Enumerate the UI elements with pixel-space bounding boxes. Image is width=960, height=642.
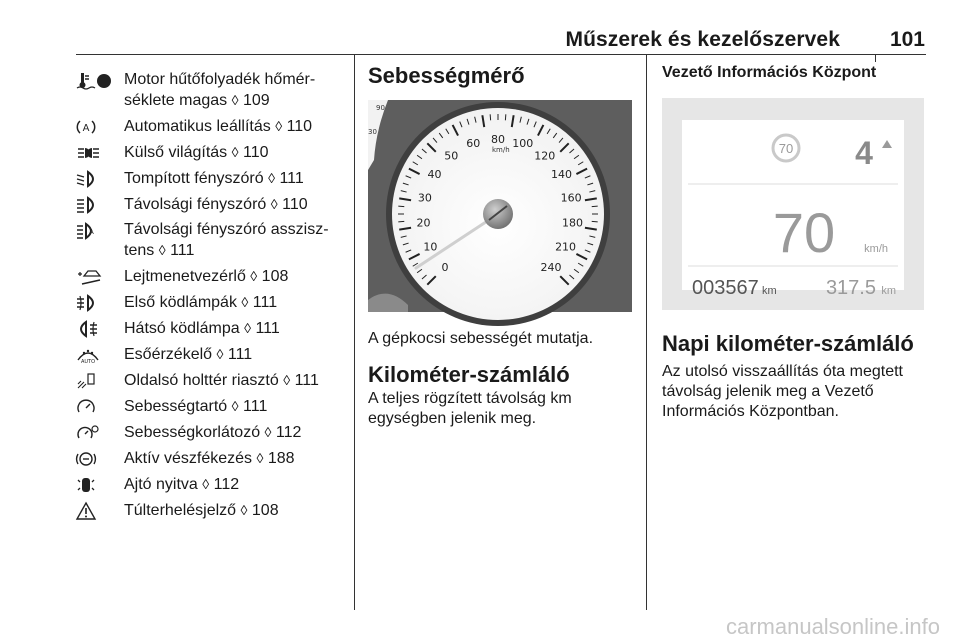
page-reference[interactable]: 112 bbox=[275, 424, 302, 441]
section-title: Műszerek és kezelőszervek bbox=[565, 28, 840, 51]
neighbor-tick-30: 30 bbox=[368, 128, 377, 136]
speedometer-label: 180 bbox=[562, 216, 584, 230]
lane-departure-icon bbox=[76, 268, 116, 286]
cruise-control-icon bbox=[76, 398, 116, 416]
header-page-tick bbox=[875, 54, 876, 62]
indicator-item bbox=[76, 220, 346, 261]
indicator-item bbox=[76, 422, 346, 443]
indicator-item bbox=[76, 500, 346, 521]
page-reference-icon: ◊ bbox=[216, 346, 224, 362]
indicator-label bbox=[124, 448, 346, 469]
trip-odometer-heading: Napi kilométer-számláló bbox=[662, 331, 914, 356]
indicator-text: Ajtó nyitva bbox=[124, 476, 198, 493]
current-speed: 70 bbox=[772, 201, 836, 264]
speedometer-label: 30 bbox=[417, 191, 432, 205]
indicator-icon-rain-sensor bbox=[76, 346, 116, 364]
indicator-icon-lane-departure bbox=[76, 268, 116, 286]
page-reference[interactable]: 111 bbox=[252, 294, 278, 311]
page-reference-icon: ◊ bbox=[231, 398, 239, 414]
indicator-icon-overload-warning bbox=[76, 502, 116, 520]
page-reference[interactable]: 111 bbox=[255, 320, 280, 337]
indicator-label bbox=[124, 194, 346, 215]
speedometer-label: 40 bbox=[427, 168, 442, 182]
indicator-text: Hátsó ködlámpa bbox=[124, 320, 240, 337]
indicator-item bbox=[76, 474, 346, 495]
odometer-value: 003567 bbox=[692, 277, 759, 299]
indicator-icon-autostop bbox=[76, 118, 116, 136]
page-reference-icon: ◊ bbox=[231, 92, 239, 108]
speedometer-label: 80 bbox=[491, 133, 505, 146]
trip-odometer-text: Az utolsó visszaállítás óta megtett távolság jelenik meg a Vezető Információs Központban. bbox=[662, 363, 903, 420]
autostop-icon bbox=[76, 118, 116, 136]
speedometer-label: 240 bbox=[540, 261, 562, 275]
dic-screen bbox=[682, 120, 904, 299]
dic-display bbox=[662, 98, 924, 310]
column-divider-left bbox=[354, 55, 355, 610]
svg-text:AUTO: AUTO bbox=[81, 359, 96, 365]
page-reference[interactable]: 111 bbox=[243, 398, 268, 415]
indicator-text: Esőérzékelő bbox=[124, 346, 213, 363]
indicator-label bbox=[124, 116, 346, 137]
high-beam-assist-icon bbox=[76, 222, 116, 240]
speedometer-label: 120 bbox=[534, 149, 556, 163]
page-reference[interactable]: 188 bbox=[267, 450, 295, 467]
indicator-icon-rear-fog bbox=[76, 320, 116, 338]
speedometer-heading: Sebességmérő bbox=[368, 63, 525, 88]
side-blind-spot-icon bbox=[76, 372, 116, 390]
page-reference[interactable]: 109 bbox=[243, 92, 270, 109]
speedometer-label: 100 bbox=[512, 137, 534, 151]
page-reference[interactable]: 108 bbox=[251, 502, 279, 519]
exterior-light-icon bbox=[76, 144, 116, 162]
page-reference[interactable]: 112 bbox=[213, 476, 240, 493]
indicator-label bbox=[124, 142, 346, 163]
indicator-label bbox=[124, 70, 346, 111]
dic-heading: Vezető Információs Központ bbox=[662, 64, 877, 81]
indicator-label bbox=[124, 500, 346, 521]
speedometer-label: 0 bbox=[441, 261, 449, 275]
page-reference-icon: ◊ bbox=[158, 242, 166, 258]
active-braking-icon bbox=[76, 450, 116, 468]
indicator-text: Lejtmenetvezérlő bbox=[124, 268, 246, 285]
neighbor-tick-90: 90 bbox=[376, 104, 385, 112]
indicator-item bbox=[76, 116, 346, 137]
speedometer-section bbox=[368, 62, 636, 429]
indicator-text: Motor hűtőfolyadék hőmér-séklete magas bbox=[124, 71, 316, 109]
page-reference-icon: ◊ bbox=[268, 170, 275, 186]
page-reference[interactable]: 110 bbox=[286, 118, 313, 135]
rain-sensor-icon bbox=[76, 346, 116, 364]
speedometer-label: 160 bbox=[560, 191, 582, 205]
indicator-list bbox=[76, 70, 346, 526]
speedometer-label: 20 bbox=[416, 216, 431, 230]
trip-value: 317.5 bbox=[825, 277, 876, 299]
upshift-arrow-icon bbox=[882, 140, 892, 148]
indicator-icon-door-open bbox=[76, 476, 116, 494]
indicator-text: Túlterhelésjelző bbox=[124, 502, 237, 519]
indicator-icon-coolant-temperature bbox=[76, 72, 116, 90]
indicator-icon-speed-limiter bbox=[76, 424, 116, 442]
indicator-text: Külső világítás bbox=[124, 144, 228, 161]
dic-section bbox=[662, 62, 932, 84]
speedometer-label: 140 bbox=[551, 168, 573, 182]
indicator-item bbox=[76, 318, 346, 339]
indicator-text: Sebességkorlátozó bbox=[124, 424, 261, 441]
svg-text:A: A bbox=[89, 228, 94, 236]
speed-limit-value: 70 bbox=[778, 141, 794, 156]
page-reference[interactable]: 111 bbox=[294, 372, 319, 389]
indicator-label bbox=[124, 370, 346, 391]
indicator-label bbox=[124, 292, 346, 313]
page-reference-icon: ◊ bbox=[264, 424, 272, 440]
indicator-text: Automatikus leállítás bbox=[124, 118, 271, 135]
indicator-label bbox=[124, 168, 346, 189]
page-reference[interactable]: 108 bbox=[261, 268, 289, 285]
indicator-item bbox=[76, 344, 346, 365]
indicator-text: Oldalsó holttér riasztó bbox=[124, 372, 279, 389]
page-reference-icon: ◊ bbox=[241, 294, 249, 310]
indicator-item bbox=[76, 396, 346, 417]
indicator-label bbox=[124, 474, 346, 495]
page-reference-icon: ◊ bbox=[250, 268, 258, 284]
indicator-text: Tompított fényszóró bbox=[124, 170, 264, 187]
indicator-item bbox=[76, 142, 346, 163]
page-reference-icon: ◊ bbox=[202, 476, 210, 492]
svg-text:A: A bbox=[82, 123, 90, 134]
indicator-icon-cruise-control bbox=[76, 398, 116, 416]
indicator-icon-exterior-light bbox=[76, 144, 116, 162]
speedometer-caption: A gépkocsi sebességét mutatja. bbox=[368, 330, 594, 347]
speedometer-label: 210 bbox=[555, 240, 577, 254]
door-open-icon bbox=[76, 476, 116, 494]
indicator-item bbox=[76, 266, 346, 287]
indicator-item bbox=[76, 194, 346, 215]
speedometer-unit: km/h bbox=[492, 146, 510, 154]
odometer-heading: Kilométer-számláló bbox=[368, 362, 570, 387]
speedometer-label: 50 bbox=[444, 149, 459, 163]
coolant-temperature-icon bbox=[76, 72, 116, 90]
indicator-icon-high-beam bbox=[76, 196, 116, 214]
gear-indicator: 4 bbox=[855, 135, 873, 171]
page-number: 101 bbox=[889, 28, 925, 51]
front-fog-icon bbox=[76, 294, 116, 312]
page-reference-icon: ◊ bbox=[283, 372, 291, 388]
indicator-label bbox=[124, 266, 346, 287]
page-reference-icon: ◊ bbox=[231, 144, 239, 160]
indicator-label bbox=[124, 422, 346, 443]
high-beam-icon bbox=[76, 196, 116, 214]
indicator-item bbox=[76, 448, 346, 469]
indicator-label bbox=[124, 220, 346, 261]
odometer-unit: km bbox=[762, 285, 777, 297]
page-reference-icon: ◊ bbox=[270, 196, 278, 212]
indicator-text: Első ködlámpák bbox=[124, 294, 237, 311]
current-speed-unit: km/h bbox=[864, 243, 888, 255]
page-reference[interactable]: 111 bbox=[227, 346, 253, 363]
indicator-text: Aktív vészfékezés bbox=[124, 450, 253, 467]
odometer-text: A teljes rögzített távolság km egységben jelenik meg. bbox=[368, 390, 572, 427]
low-beam-icon bbox=[76, 170, 116, 188]
page-reference[interactable]: 111 bbox=[279, 170, 304, 187]
indicator-icon-front-fog bbox=[76, 294, 116, 312]
page-reference-icon: ◊ bbox=[275, 118, 283, 134]
speedometer-label: 60 bbox=[466, 137, 481, 151]
indicator-item bbox=[76, 370, 346, 391]
indicator-label bbox=[124, 396, 346, 417]
indicator-item bbox=[76, 168, 346, 189]
indicator-icon-active-braking bbox=[76, 450, 116, 468]
indicator-icon-side-blind-spot bbox=[76, 372, 116, 390]
indicator-icon-high-beam-assist bbox=[76, 222, 116, 240]
page-reference-icon: ◊ bbox=[256, 450, 264, 466]
page-reference[interactable]: 111 bbox=[170, 242, 195, 259]
header-rule bbox=[76, 54, 926, 55]
indicator-item bbox=[76, 70, 346, 111]
indicator-icon-low-beam bbox=[76, 170, 116, 188]
indicator-text: Sebességtartó bbox=[124, 398, 228, 415]
page-reference-icon: ◊ bbox=[244, 320, 251, 336]
speedometer-image bbox=[368, 100, 636, 317]
indicator-label bbox=[124, 344, 346, 365]
page-reference[interactable]: 110 bbox=[282, 196, 308, 213]
indicator-item bbox=[76, 292, 346, 313]
rear-fog-icon bbox=[76, 320, 116, 338]
column-divider-right bbox=[646, 55, 647, 610]
speed-limiter-icon bbox=[76, 424, 116, 442]
indicator-label bbox=[124, 318, 346, 339]
page-reference-icon: ◊ bbox=[240, 502, 248, 518]
indicator-text: Távolsági fényszóró bbox=[124, 196, 267, 213]
watermark: carmanualsonline.info bbox=[725, 614, 940, 639]
speedometer-label: 10 bbox=[423, 240, 438, 254]
speedometer-gauge bbox=[368, 100, 632, 312]
trip-odometer-section bbox=[662, 330, 932, 422]
overload-warning-icon bbox=[76, 502, 116, 520]
trip-unit: km bbox=[881, 285, 896, 297]
page-reference[interactable]: 110 bbox=[243, 144, 269, 161]
indicator-text: Távolsági fényszóró asszisz-tens bbox=[124, 221, 329, 259]
